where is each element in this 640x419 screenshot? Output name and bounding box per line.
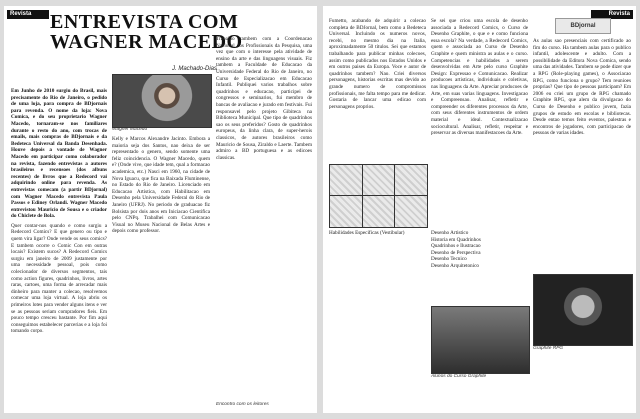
- list-item-extra: [329, 230, 426, 410]
- right-column-3: [533, 38, 631, 270]
- left-column-1: [11, 88, 107, 410]
- list-item: Desenho Arquitetonico: [431, 262, 479, 269]
- list-item: Habilidades Especificas (Vestibular): [329, 230, 405, 236]
- portrait-caption: Wagner Macedo: [112, 127, 148, 132]
- magazine-logo: BDjornal: [555, 18, 611, 34]
- column-text: As aulas sao presenciais com certificado ao fim do curso. Ha tambem aulas para o publico infantil, adolescente e adulto. Com a possibilidade da Editora Nova Comica, sendo uma das atividades. Tambem se pode dizer que a RPG (Role-playing games), o Associacao RPG, como funciona o grupo? Tem reunioes proprias? Que tipo de pessoas participam? Em 2006 eu criei um grupo de RPG chamado Graphite RPG, que alem da divulgacao do Curso de Desenho e publico jovem, fazia grupos de estudo em escolas e bibliotecas. Desde entao temos feito eventos, palestras e encontros de jogadores, com participacao de pessoas de varias idades.: [533, 38, 631, 137]
- article-byline: J. Machado-Dias: [172, 66, 218, 72]
- left-page: [4, 6, 317, 413]
- column-text: Fumetto, acabando de adquirir a colecao completa de BDJornal, bem como a Bedeteca Universal. Incluindo os numeros novos, recebi, no mesmo dia na Italia, aproximadamente 50 titulos. Sei que estamos trabalhando para publicar minhas colecoes, assim como publicados nos Estados Unidos e em outros paises da Europa. Voce e autor de quadrinhos tambem? Nao. Criei diversos personagens, historias escritas mas devido ao grande numero de compromissos profissionais, me falta tempo para me dedicar. Gostaria de lancar uma edicao com personagens proprios.: [329, 18, 426, 110]
- list-item: Historia em Quadrinhos: [431, 236, 481, 243]
- group-caption: Alunos do Curso Graphite: [431, 374, 487, 379]
- column-text: Kelly e Marcos Alexandre Jacinto. Embora a maioria seja dos Santos, nao deixa de ser representado o genero, sendo somente uma feliz coincidencia. O Wagner Macedo, quem e? (Onde vive, que idade tem, qual a formacao academica, etc.) Nasci em 1960, na cidade de Nova Iguacu, que fica na Baixada Fluminense, no Estado do Rio de Janeiro. Licenciado em Educacao Artistica, com Habilitacao em Desenho pela Universidade Federal do Rio de Janeiro (UFRJ). No periodo de graduacao fiz Bolsista por dois anos em Iniciacao Cientifica pelo CNPq. Trabalhei com Comunicacao Visual no Museu Nacional de Belas Artes e depois como professor.: [112, 136, 210, 235]
- page-header-tag: Revista: [7, 10, 49, 19]
- group-photo: [431, 306, 530, 374]
- course-list: [431, 230, 528, 272]
- left-column-3: [216, 36, 312, 410]
- list-item: Desenho Tecnico: [431, 256, 467, 263]
- article-lead: Em Junho de 2010 surgiu do Brasil, mais precisamente do Rio de Janeiro, o pedido de uma loja, para compra de BDjornais para revenda. O nome da loja: Nova Comica, e do seu proprietario Wagner Macedo, tornaram-se nos familiares durante o resto do ano, com trocas de emails, mais compras de BDjornais e da Bedeteca Universal da Banda Desenhada. Houve depois a vontade de Wagner Macedo em participar como colaborador na revista, fazendo entrevistas a autores brasileiros e recensoes (dos albuns recentes) de livros que a Redecord vai adquirindo online para revenda. As entrevistas comecam (a partir BDjornal) com Wagner Macedo entrevista Paula Passos e Ediney Orlandi. Wagner Macedo entrevistou Mauricio de Sousa e o criador do Chiclete de Bola.: [11, 88, 107, 220]
- page-header-tag: Revista 2011: [591, 10, 633, 19]
- column-text: Quer contar-nos quando e como surgiu a Redecord Comics? E que genero ou tipo e quem vira ligar? Onde vende os seus comics? E tambem ocorre o Comic Con em outras locais? Existem sucos? A Redecord Comics surgiu em janeiro de 2009 justamente por uma necessidade pessoal, pois como colecionador de diversos segmentos, tais como action figures, quadrinhos, livros, artes raras, cartoes, uma forma de arrecadar mais dinheiro para manter a colecao, resolvemos comecar uma loja virtual. A loja abriu os primeiros lotes para vender alguns itens e ver se as pessoas seriam compradores fieis. Em pouco tempo cresceu bastante. Por fim aqui conseguimos estabelecer parcerias e a loja foi tomando corpo.: [11, 222, 107, 335]
- poster-caption: Graphite RPG: [533, 346, 564, 351]
- list-item: Desenho Artistico: [431, 230, 469, 236]
- portrait-photo: [112, 74, 212, 128]
- article-title: ENTREVISTA COM WAGNER MACEDO: [50, 11, 243, 53]
- list-item: Quadrinhos e Ilustracao: [431, 243, 481, 250]
- left-column-2: [112, 136, 210, 413]
- photo-caption: Encontro com os leitores: [216, 402, 269, 407]
- right-page: [323, 6, 636, 413]
- list-item: Desenho de Perspectiva: [431, 249, 481, 256]
- column-text: Trabalho tambem com a Coordenacao Nacional dos Profissionais da Pesquisa, uma vez que com o interesse pela atividade de ensino da arte e das linguagens visuais. Fiz tambem a Faculdade de Educacao da Universidade Federal do Rio de Janeiro, no Curso de Especializacao em Educacao Infantil. Publiquei varios trabalhos sobre quadrinhos e educacao, participei de congressos e seminarios, fui membro de bancas de avaliacao e jurado em festivais. Fui responsavel pelo projeto Gibiteca na Biblioteca Municipal. Que tipo de quadrinhos sao os seus preferidos? Gosto de quadrinhos europeus, da linha clara, de super-herois classicos, de autores brasileiros como Mauricio de Sousa, Ziraldo e Laerte. Tambem admiro a BD portuguesa e as edicoes classicas.: [216, 36, 312, 161]
- right-column-1: [329, 18, 426, 162]
- poster-photo: [533, 274, 633, 346]
- column-text: Se sei que criou uma escola de desenho associada a Redecord Comics, o Curso de Desenho Graphite, o que e e como funciona essa escola? Na verdade, a Redecord Comics, quem e associada ao Curso de Desenho Graphite e quem ministra as aulas e o curso. Competencias e habilidades a serem desenvolvidas em Arte pelo curso Graphite Design: Expressao e Comunicacao. Realizar producoes artisticas, individuais e coletivas, nas linguagens da Arte. Apreciar producoes de Arte, em suas varias linguagens. Investigacao e Compreensao. Analisar, refletir e compreender os diferentes processos da Arte, com seus diferentes instrumentos de ordem material e ideal. Contextualizacao sociocultural. Analisar, refletir, respeitar e preservar as diversas manifestacoes da Arte.: [431, 18, 528, 137]
- comic-panels-image: [329, 164, 428, 228]
